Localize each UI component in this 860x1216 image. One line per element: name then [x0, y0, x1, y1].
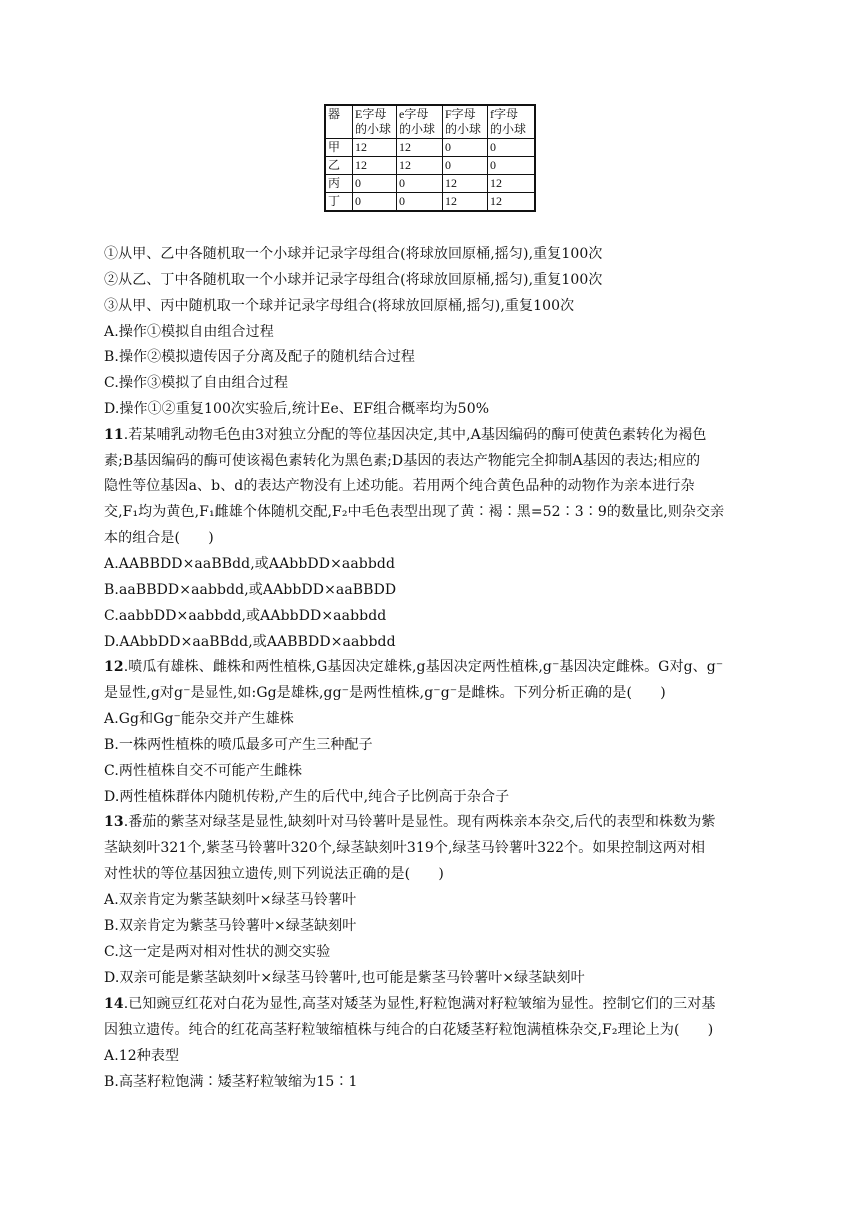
table-header-row [325, 105, 535, 139]
table-header-cell: 器 [325, 105, 353, 139]
q11-stem-line-3: 隐性等位基因a、b、d的表达产物没有上述功能。若用两个纯合黄色品种的动物作为亲本进行杂 [104, 478, 695, 494]
table-header-cell: f字母 的小球 [488, 105, 536, 139]
table-cell: 0 [443, 139, 488, 157]
table-cell: 丁 [325, 193, 353, 212]
table-header-cell: e字母 的小球 [397, 105, 443, 139]
table-cell: 12 [353, 139, 397, 157]
q13-stem-line-1: 13.番茄的紫茎对绿茎是显性,缺刻叶对马铃薯叶是显性。现有两株亲本杂交,后代的表型和株数为紫 [104, 814, 716, 830]
table-cell: 0 [488, 157, 536, 175]
question-number: 12 [104, 659, 124, 675]
q10-option-b: B.操作②模拟遗传因子分离及配子的随机结合过程 [104, 349, 416, 365]
question-number: 14 [104, 996, 124, 1012]
table-cell: 甲 [325, 139, 353, 157]
q12-stem-line-1: 12.喷瓜有雄株、雌株和两性植株,G基因决定雄株,g基因决定两性植株,g⁻基因决定雌株。G对g、g⁻ [104, 659, 724, 675]
table-cell: 0 [397, 175, 443, 193]
q12-option-a: A.Gg和Gg⁻能杂交并产生雄株 [104, 711, 294, 727]
q14-stem-line-2: 因独立遗传。纯合的红花高茎籽粒皱缩植株与纯合的白花矮茎籽粒饱满植株杂交,F₂理论上为( ) [104, 1022, 714, 1038]
q14-stem-line-1: 14.已知豌豆红花对白花为显性,高茎对矮茎为显性,籽粒饱满对籽粒皱缩为显性。控制它们的三对基 [104, 996, 716, 1012]
table-cell: 12 [397, 157, 443, 175]
q10-option-d: D.操作①②重复100次实验后,统计Ee、EF组合概率均为50% [104, 401, 490, 417]
q10-option-c: C.操作③模拟了自由组合过程 [104, 375, 289, 391]
q13-stem-line-3: 对性状的等位基因独立遗传,则下列说法正确的是( ) [104, 866, 444, 882]
table-header-cell: E字母 的小球 [353, 105, 397, 139]
table-cell: 12 [488, 193, 536, 212]
table-cell: 12 [353, 157, 397, 175]
q11-stem-line-2: 素;B基因编码的酶可使该褐色素转化为黑色素;D基因的表达产物能完全抑制A基因的表达;相应的 [104, 453, 701, 469]
table-row [325, 157, 535, 175]
table-cell: 0 [353, 175, 397, 193]
table-header-cell: F字母 的小球 [443, 105, 488, 139]
q12-option-c: C.两性植株自交不可能产生雌株 [104, 763, 303, 779]
q11-option-a: A.AABBDD×aaBBdd,或AAbbDD×aabbdd [104, 556, 396, 572]
table-cell: 0 [397, 193, 443, 212]
question-number: 13 [104, 814, 124, 830]
q13-stem-line-2: 茎缺刻叶321个,紫茎马铃薯叶320个,绿茎缺刻叶319个,绿茎马铃薯叶322个。如果控制这两对相 [104, 840, 706, 856]
q12-stem-line-2: 是显性,g对g⁻是显性,如:Gg是雄株,gg⁻是两性植株,g⁻g⁻是雌株。下列分析正确的是( ) [104, 685, 666, 701]
q14-option-b: B.高茎籽粒饱满∶矮茎籽粒皱缩为15∶1 [104, 1074, 358, 1090]
table-cell: 12 [488, 175, 536, 193]
q13-option-a: A.双亲肯定为紫茎缺刻叶×绿茎马铃薯叶 [104, 892, 357, 908]
q10-option-a: A.操作①模拟自由组合过程 [104, 324, 274, 340]
q13-option-b: B.双亲肯定为紫茎马铃薯叶×绿茎缺刻叶 [104, 918, 357, 934]
table-cell: 乙 [325, 157, 353, 175]
q14-option-a: A.12种表型 [104, 1048, 180, 1064]
q11-stem-line-1: 11.若某哺乳动物毛色由3对独立分配的等位基因决定,其中,A基因编码的酶可使黄色素转化为褐色 [104, 427, 707, 443]
table-cell: 12 [397, 139, 443, 157]
table-row [325, 139, 535, 157]
q11-stem-line-4: 交,F₁均为黄色,F₁雌雄个体随机交配,F₂中毛色表型出现了黄∶褐∶黑=52∶3∶9的数量比,则杂交亲 [104, 504, 725, 520]
table-cell: 0 [488, 139, 536, 157]
ball-count-table [324, 104, 536, 212]
q10-operation-2: ②从乙、丁中各随机取一个小球并记录字母组合(将球放回原桶,摇匀),重复100次 [104, 272, 603, 288]
table-cell: 丙 [325, 175, 353, 193]
table-row [325, 193, 535, 212]
q10-operation-3: ③从甲、丙中随机取一个球并记录字母组合(将球放回原桶,摇匀),重复100次 [104, 298, 575, 314]
q12-option-b: B.一株两性植株的喷瓜最多可产生三种配子 [104, 737, 373, 753]
q12-option-d: D.两性植株群体内随机传粉,产生的后代中,纯合子比例高于杂合子 [104, 789, 510, 805]
table-cell: 0 [353, 193, 397, 212]
q11-stem-line-5: 本的组合是( ) [104, 530, 214, 546]
q10-operation-1: ①从甲、乙中各随机取一个小球并记录字母组合(将球放回原桶,摇匀),重复100次 [104, 246, 603, 262]
q11-option-b: B.aaBBDD×aabbdd,或AAbbDD×aaBBDD [104, 582, 397, 598]
table-cell: 0 [443, 157, 488, 175]
q13-option-d: D.双亲可能是紫茎缺刻叶×绿茎马铃薯叶,也可能是紫茎马铃薯叶×绿茎缺刻叶 [104, 970, 585, 986]
table-cell: 12 [443, 193, 488, 212]
table-cell: 12 [443, 175, 488, 193]
q11-option-d: D.AAbbDD×aaBBdd,或AABBDD×aabbdd [104, 634, 396, 650]
q13-option-c: C.这一定是两对相对性状的测交实验 [104, 944, 331, 960]
table-row [325, 175, 535, 193]
question-number: 11 [104, 427, 124, 443]
q11-option-c: C.aabbDD×aabbdd,或AAbbDD×aabbdd [104, 608, 387, 624]
